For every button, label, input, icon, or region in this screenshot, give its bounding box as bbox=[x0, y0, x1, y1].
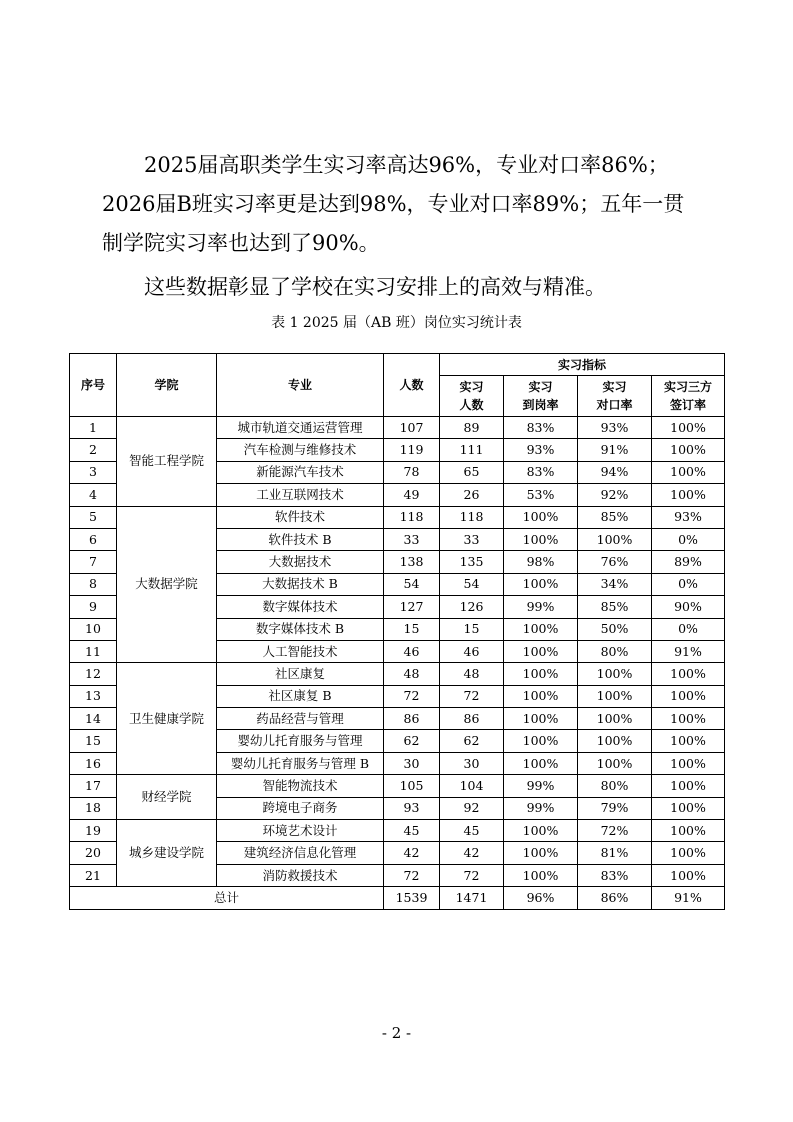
cell-major: 工业互联网技术 bbox=[217, 484, 384, 506]
cell-match-rate: 93% bbox=[578, 417, 652, 439]
cell-match-rate: 80% bbox=[578, 775, 652, 797]
cell-contract-rate: 100% bbox=[652, 461, 725, 483]
cell-index: 10 bbox=[70, 618, 117, 640]
cell-contract-rate: 100% bbox=[652, 864, 725, 886]
cell-count: 127 bbox=[384, 596, 440, 618]
cell-match-rate: 83% bbox=[578, 864, 652, 886]
cell-count: 72 bbox=[384, 685, 440, 707]
cell-school: 城乡建设学院 bbox=[117, 820, 217, 887]
cell-major: 汽车检测与维修技术 bbox=[217, 439, 384, 461]
table-body bbox=[70, 417, 725, 887]
total-match: 86% bbox=[578, 887, 652, 909]
cell-interns: 72 bbox=[440, 864, 504, 886]
cell-match-rate: 76% bbox=[578, 551, 652, 573]
paragraph-summary: 这些数据彰显了学校在实习安排上的高效与精准。 bbox=[144, 275, 606, 299]
cell-index: 21 bbox=[70, 864, 117, 886]
header-major: 专业 bbox=[217, 354, 384, 417]
cell-contract-rate: 0% bbox=[652, 573, 725, 595]
table-row bbox=[70, 417, 725, 439]
cell-match-rate: 100% bbox=[578, 663, 652, 685]
cell-contract-rate: 0% bbox=[652, 618, 725, 640]
cell-match-rate: 91% bbox=[578, 439, 652, 461]
cell-interns: 54 bbox=[440, 573, 504, 595]
total-interns: 1471 bbox=[440, 887, 504, 909]
cell-interns: 42 bbox=[440, 842, 504, 864]
cell-contract-rate: 93% bbox=[652, 506, 725, 528]
cell-onboard-rate: 100% bbox=[504, 573, 578, 595]
paragraph-intern-rates: 2025届高职类学生实习率高达96%，专业对口率86%；2026届B班实习率更是达到98%，专业对口率89%；五年一贯制学院实习率也达到了90%。 bbox=[102, 153, 685, 255]
header-count: 人数 bbox=[384, 354, 440, 417]
cell-match-rate: 100% bbox=[578, 752, 652, 774]
cell-count: 78 bbox=[384, 461, 440, 483]
cell-index: 20 bbox=[70, 842, 117, 864]
page-number: - 2 - bbox=[381, 1024, 412, 1042]
table-row bbox=[70, 775, 725, 797]
cell-count: 45 bbox=[384, 820, 440, 842]
cell-interns: 92 bbox=[440, 797, 504, 819]
cell-count: 138 bbox=[384, 551, 440, 573]
table-row bbox=[70, 820, 725, 842]
cell-major: 大数据技术 B bbox=[217, 573, 384, 595]
cell-count: 62 bbox=[384, 730, 440, 752]
cell-contract-rate: 100% bbox=[652, 685, 725, 707]
cell-major: 环境艺术设计 bbox=[217, 820, 384, 842]
header-index: 序号 bbox=[70, 354, 117, 417]
cell-index: 13 bbox=[70, 685, 117, 707]
cell-match-rate: 100% bbox=[578, 730, 652, 752]
cell-onboard-rate: 99% bbox=[504, 797, 578, 819]
cell-contract-rate: 100% bbox=[652, 797, 725, 819]
cell-contract-rate: 100% bbox=[652, 842, 725, 864]
cell-major: 数字媒体技术 bbox=[217, 596, 384, 618]
cell-match-rate: 85% bbox=[578, 596, 652, 618]
cell-interns: 89 bbox=[440, 417, 504, 439]
cell-onboard-rate: 83% bbox=[504, 461, 578, 483]
cell-onboard-rate: 100% bbox=[504, 528, 578, 550]
cell-match-rate: 80% bbox=[578, 640, 652, 662]
cell-contract-rate: 90% bbox=[652, 596, 725, 618]
cell-index: 16 bbox=[70, 752, 117, 774]
cell-onboard-rate: 100% bbox=[504, 663, 578, 685]
cell-major: 大数据技术 bbox=[217, 551, 384, 573]
cell-count: 86 bbox=[384, 708, 440, 730]
cell-count: 93 bbox=[384, 797, 440, 819]
cell-onboard-rate: 100% bbox=[504, 685, 578, 707]
cell-interns: 72 bbox=[440, 685, 504, 707]
cell-onboard-rate: 100% bbox=[504, 864, 578, 886]
cell-interns: 111 bbox=[440, 439, 504, 461]
cell-count: 42 bbox=[384, 842, 440, 864]
cell-onboard-rate: 99% bbox=[504, 596, 578, 618]
cell-onboard-rate: 99% bbox=[504, 775, 578, 797]
cell-count: 54 bbox=[384, 573, 440, 595]
cell-interns: 118 bbox=[440, 506, 504, 528]
cell-match-rate: 81% bbox=[578, 842, 652, 864]
cell-major: 社区康复 bbox=[217, 663, 384, 685]
header-contract-rate: 实习三方 签订率 bbox=[652, 376, 725, 417]
cell-major: 数字媒体技术 B bbox=[217, 618, 384, 640]
cell-contract-rate: 100% bbox=[652, 730, 725, 752]
table-row bbox=[70, 663, 725, 685]
cell-contract-rate: 100% bbox=[652, 708, 725, 730]
cell-index: 19 bbox=[70, 820, 117, 842]
header-intern-count: 实习 人数 bbox=[440, 376, 504, 417]
cell-contract-rate: 100% bbox=[652, 663, 725, 685]
cell-count: 72 bbox=[384, 864, 440, 886]
table-caption: 表 1 2025 届（AB 班）岗位实习统计表 bbox=[271, 315, 522, 331]
cell-onboard-rate: 83% bbox=[504, 417, 578, 439]
cell-index: 8 bbox=[70, 573, 117, 595]
cell-index: 2 bbox=[70, 439, 117, 461]
cell-contract-rate: 100% bbox=[652, 417, 725, 439]
cell-count: 46 bbox=[384, 640, 440, 662]
total-count: 1539 bbox=[384, 887, 440, 909]
header-match-rate: 实习 对口率 bbox=[578, 376, 652, 417]
cell-major: 新能源汽车技术 bbox=[217, 461, 384, 483]
cell-count: 33 bbox=[384, 528, 440, 550]
cell-contract-rate: 100% bbox=[652, 775, 725, 797]
cell-major: 智能物流技术 bbox=[217, 775, 384, 797]
cell-onboard-rate: 98% bbox=[504, 551, 578, 573]
cell-interns: 15 bbox=[440, 618, 504, 640]
cell-match-rate: 100% bbox=[578, 528, 652, 550]
cell-index: 7 bbox=[70, 551, 117, 573]
cell-index: 9 bbox=[70, 596, 117, 618]
cell-major: 建筑经济信息化管理 bbox=[217, 842, 384, 864]
cell-match-rate: 50% bbox=[578, 618, 652, 640]
cell-count: 107 bbox=[384, 417, 440, 439]
cell-onboard-rate: 100% bbox=[504, 820, 578, 842]
cell-onboard-rate: 100% bbox=[504, 618, 578, 640]
cell-match-rate: 92% bbox=[578, 484, 652, 506]
cell-index: 4 bbox=[70, 484, 117, 506]
cell-interns: 33 bbox=[440, 528, 504, 550]
cell-interns: 135 bbox=[440, 551, 504, 573]
internship-stats-table bbox=[69, 353, 725, 910]
cell-index: 11 bbox=[70, 640, 117, 662]
header-school: 学院 bbox=[117, 354, 217, 417]
header-onboard-rate: 实习 到岗率 bbox=[504, 376, 578, 417]
cell-major: 软件技术 B bbox=[217, 528, 384, 550]
cell-interns: 30 bbox=[440, 752, 504, 774]
cell-major: 人工智能技术 bbox=[217, 640, 384, 662]
cell-interns: 62 bbox=[440, 730, 504, 752]
cell-index: 5 bbox=[70, 506, 117, 528]
cell-onboard-rate: 100% bbox=[504, 752, 578, 774]
cell-interns: 26 bbox=[440, 484, 504, 506]
cell-school: 智能工程学院 bbox=[117, 417, 217, 507]
cell-major: 城市轨道交通运营管理 bbox=[217, 417, 384, 439]
cell-count: 15 bbox=[384, 618, 440, 640]
cell-index: 3 bbox=[70, 461, 117, 483]
cell-contract-rate: 100% bbox=[652, 752, 725, 774]
table-total-row bbox=[70, 887, 725, 909]
cell-major: 消防救援技术 bbox=[217, 864, 384, 886]
header-group-indicators: 实习指标 bbox=[440, 354, 725, 376]
cell-interns: 48 bbox=[440, 663, 504, 685]
cell-count: 30 bbox=[384, 752, 440, 774]
cell-contract-rate: 91% bbox=[652, 640, 725, 662]
cell-school: 卫生健康学院 bbox=[117, 663, 217, 775]
cell-onboard-rate: 100% bbox=[504, 730, 578, 752]
cell-match-rate: 34% bbox=[578, 573, 652, 595]
cell-onboard-rate: 100% bbox=[504, 640, 578, 662]
cell-count: 118 bbox=[384, 506, 440, 528]
cell-count: 49 bbox=[384, 484, 440, 506]
cell-major: 跨境电子商务 bbox=[217, 797, 384, 819]
cell-count: 119 bbox=[384, 439, 440, 461]
cell-index: 14 bbox=[70, 708, 117, 730]
cell-index: 1 bbox=[70, 417, 117, 439]
total-contract: 91% bbox=[652, 887, 725, 909]
cell-index: 6 bbox=[70, 528, 117, 550]
cell-contract-rate: 89% bbox=[652, 551, 725, 573]
cell-interns: 86 bbox=[440, 708, 504, 730]
cell-index: 15 bbox=[70, 730, 117, 752]
cell-onboard-rate: 100% bbox=[504, 506, 578, 528]
cell-match-rate: 85% bbox=[578, 506, 652, 528]
cell-school: 财经学院 bbox=[117, 775, 217, 820]
cell-major: 社区康复 B bbox=[217, 685, 384, 707]
cell-interns: 46 bbox=[440, 640, 504, 662]
cell-onboard-rate: 93% bbox=[504, 439, 578, 461]
cell-match-rate: 72% bbox=[578, 820, 652, 842]
cell-interns: 45 bbox=[440, 820, 504, 842]
cell-interns: 126 bbox=[440, 596, 504, 618]
cell-interns: 65 bbox=[440, 461, 504, 483]
cell-match-rate: 100% bbox=[578, 685, 652, 707]
cell-major: 药品经营与管理 bbox=[217, 708, 384, 730]
cell-match-rate: 94% bbox=[578, 461, 652, 483]
cell-major: 软件技术 bbox=[217, 506, 384, 528]
cell-contract-rate: 100% bbox=[652, 439, 725, 461]
cell-contract-rate: 0% bbox=[652, 528, 725, 550]
cell-index: 12 bbox=[70, 663, 117, 685]
cell-match-rate: 79% bbox=[578, 797, 652, 819]
cell-school: 大数据学院 bbox=[117, 506, 217, 663]
cell-onboard-rate: 100% bbox=[504, 842, 578, 864]
cell-major: 婴幼儿托育服务与管理 B bbox=[217, 752, 384, 774]
cell-onboard-rate: 53% bbox=[504, 484, 578, 506]
total-onboard: 96% bbox=[504, 887, 578, 909]
cell-match-rate: 100% bbox=[578, 708, 652, 730]
cell-index: 18 bbox=[70, 797, 117, 819]
cell-interns: 104 bbox=[440, 775, 504, 797]
cell-count: 105 bbox=[384, 775, 440, 797]
cell-major: 婴幼儿托育服务与管理 bbox=[217, 730, 384, 752]
cell-count: 48 bbox=[384, 663, 440, 685]
cell-contract-rate: 100% bbox=[652, 484, 725, 506]
cell-index: 17 bbox=[70, 775, 117, 797]
cell-onboard-rate: 100% bbox=[504, 708, 578, 730]
cell-contract-rate: 100% bbox=[652, 820, 725, 842]
total-label: 总计 bbox=[70, 887, 384, 909]
table-row bbox=[70, 506, 725, 528]
